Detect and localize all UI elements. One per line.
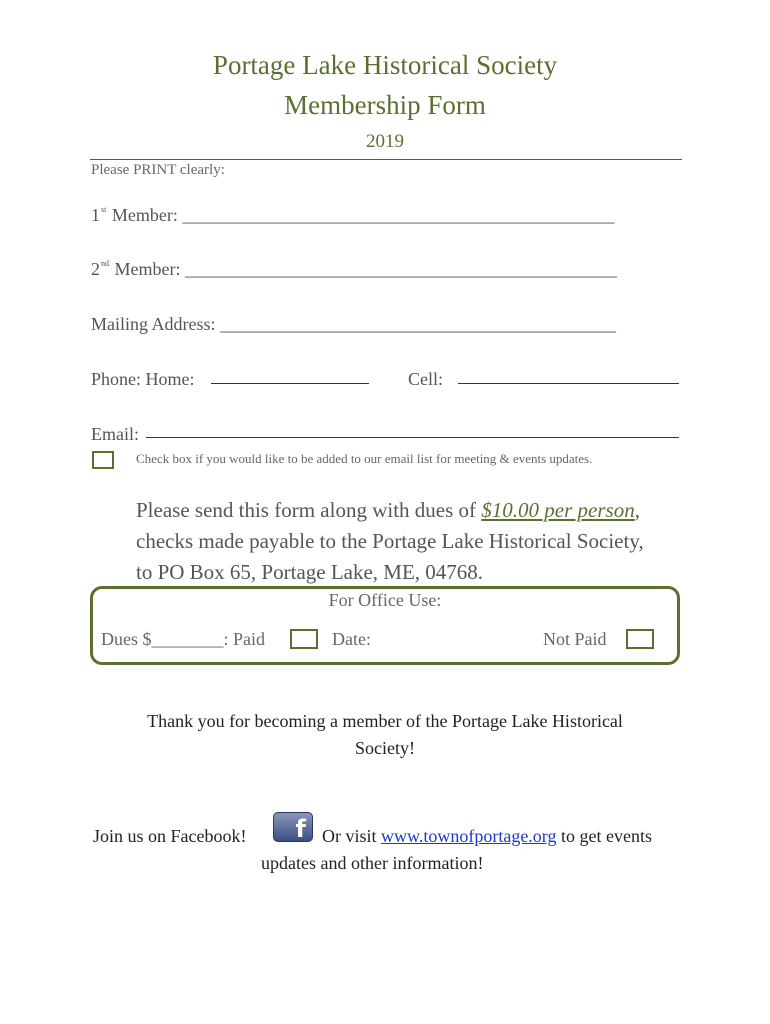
phone-home-label: Phone: Home:	[91, 369, 195, 389]
member1-field[interactable]	[91, 205, 614, 226]
thank-you-line-2: Society!	[355, 738, 415, 758]
member2-field[interactable]	[91, 259, 617, 280]
dues-line-3: to PO Box 65, Portage Lake, ME, 04768.	[136, 560, 484, 584]
thank-you-line-1: Thank you for becoming a member of the Portage Lake Historical	[147, 711, 623, 731]
member1-number: 1	[91, 205, 100, 225]
office-dues-paid-label: Dues $________: Paid	[101, 629, 265, 649]
phone-home-input-line[interactable]	[211, 383, 369, 384]
member2-number: 2	[91, 259, 100, 279]
facebook-icon[interactable]: f	[273, 812, 313, 842]
thank-you-message	[100, 708, 670, 762]
dues-price: $10.00 per person	[481, 498, 635, 522]
website-line-2: updates and other information!	[261, 853, 484, 873]
cell-label: Cell:	[408, 369, 443, 389]
office-not-paid-label: Not Paid	[543, 629, 607, 649]
office-date-label: Date:	[332, 629, 371, 649]
facebook-text: Join us on Facebook!	[93, 826, 247, 846]
dues-line-1-comma: ,	[634, 498, 640, 522]
dues-line-2: checks made payable to the Portage Lake Historical Society,	[136, 529, 644, 553]
print-instructions: Please PRINT clearly:	[91, 162, 225, 178]
dues-line-1-text: Please send this form along with dues of	[136, 498, 482, 522]
email-list-label: Check box if you would like to be added to our email list for meeting & events updates.	[136, 451, 593, 466]
paid-checkbox[interactable]	[290, 629, 318, 649]
after-link-text: to get events	[556, 826, 652, 846]
email-label: Email:	[91, 424, 139, 444]
header-divider	[90, 159, 682, 160]
office-use-heading: For Office Use:	[328, 590, 442, 610]
member2-ordinal: nd	[101, 259, 109, 268]
website-line	[322, 826, 652, 847]
form-year: 2019	[366, 131, 404, 152]
visit-text: Or visit	[322, 826, 382, 846]
member2-label: Member: ________________________________________________	[114, 259, 617, 279]
email-input-line[interactable]	[146, 437, 679, 438]
dues-line-1	[136, 495, 644, 526]
member1-ordinal: st	[101, 205, 107, 214]
email-list-checkbox[interactable]	[92, 451, 114, 469]
website-link[interactable]: www.townofportage.org	[381, 826, 557, 846]
dues-instructions	[136, 495, 644, 588]
form-title: Portage Lake Historical Society	[212, 50, 558, 80]
cell-input-line[interactable]	[458, 383, 679, 384]
form-subtitle: Membership Form	[284, 90, 486, 120]
member1-label: Member: ________________________________________________	[111, 205, 615, 225]
not-paid-checkbox[interactable]	[626, 629, 654, 649]
mailing-address-field[interactable]	[91, 314, 616, 335]
mailing-address-label: Mailing Address: ____________________________________________	[91, 314, 616, 334]
